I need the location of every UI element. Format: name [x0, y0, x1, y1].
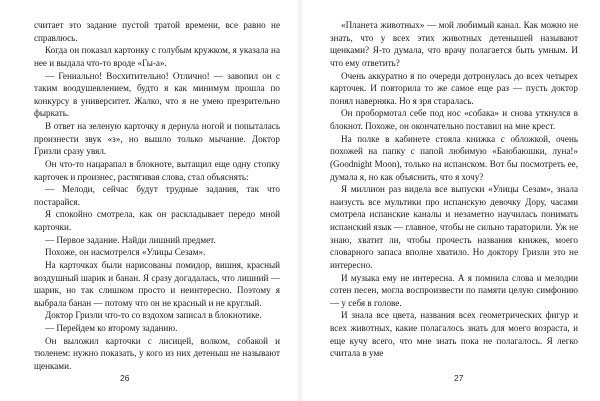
paragraph: — Мелоди, сейчас будут трудные задания, так что постарайся.: [34, 184, 280, 207]
paragraph: считает это задание пустой тратой времени, все равно не справлюсь.: [34, 20, 280, 43]
paragraph: Когда он показал картонку с голубым кружком, я указала на нее и выдала что-то вроде «Гы-а».: [34, 45, 280, 68]
left-page-text: [34, 19, 280, 373]
left-page-number: 26: [120, 373, 130, 383]
paragraph: — Перейдем ко второму заданию.: [45, 323, 178, 333]
paragraph: — Гениально! Восхитительно! Отлично! — завопил он с таким воодушевлением, будто я как минимум прошла по конкурсу в университет. Жалко, что я не умею презрительно фыркать.: [34, 70, 280, 119]
paragraph: — Первое задание. Найди лишний предмет.: [45, 234, 216, 245]
paragraph: Он пробормотал себе под нос «собака» и снова уткнулся в блокнот. Похоже, он окончательно поставил на мне крест.: [330, 108, 578, 131]
paragraph: Очень аккуратно я по очереди дотронулась до всех четырех карточек. И повторила то же самое еще раз — пусть доктор понял наверняка. Но я зря старалась.: [330, 70, 578, 106]
paragraph: Доктор Гризли что-то со вздохом записал в блокнотике.: [45, 310, 262, 321]
paragraph: Он что-то нацарапал в блокноте, вытащил еще одну стопку карточек и произнес, растягивая слова, стал объяснять:: [34, 158, 280, 182]
paragraph: На полке в кабинете стояла книжка с обложкой, очень похожей на папку с папой любимую «Баюбаюшки, луна!» (Goodnight Moon), только на испанском. Вот бы посмотреть ее, думала я, но как объяснить, что я хочу?: [330, 133, 578, 182]
right-page-number: 27: [454, 373, 464, 383]
paragraph: «Планета животных» — мой любимый канал. Как можно не знать, что у всех этих животных детенышей называют щенками? Я-то думала, что врачу полагается быть умным. И что ему ответить?: [330, 20, 578, 68]
paragraph: На карточках были нарисованы помидор, вишня, красный воздушный шарик и банан. Я сразу догадалась, что лишний — шарик, но так слишком просто и неинтересно. Поэтому я выбрала банан — потому что он не красный и не круглый.: [34, 259, 280, 308]
paragraph: Я миллион раз видела все выпуски «Улицы Сезам», знала наизусть все мультики про испанскую девочку Дору, часами смотрела испанские каналы и незаметно научилась понимать испанский язык — главное, чтобы не сильно тараторили. Уж не знаю, хватит ли, чтобы прочесть названия книжек, моего словарного запаса вполне хватило. Но доктору Гризли это не интересно.: [330, 184, 578, 270]
paragraph: В ответ на зеленую карточку я дернула ногой и попыталась произнести звук «з», но вышло только мычание. Доктор Гризли сразу увял.: [34, 121, 280, 157]
paragraph: Он выложил карточки с лисицей, волком, собакой и тюленем: нужно показать, у кого из них детеныш не называют щенками.: [34, 335, 280, 371]
paragraph: Я спокойно смотрела, как он раскладывает передо мной карточки.: [34, 209, 280, 232]
paragraph: И знала все цвета, названия всех геометрических фигур и всех животных, какие полагалось знать для моего возраста, и еще кучу всего, что мне знать пока не полагалось. Я легко считала в уме: [330, 310, 578, 359]
right-page: [300, 0, 600, 401]
paragraph: И музыка ему не интересна. А я помнила слова и мелодии сотен песен, могла воспроизвести по памяти целую симфонию — у себя в голове.: [330, 272, 578, 308]
paragraph: Похоже, он насмотрелся «Улицы Сезам».: [45, 247, 206, 258]
right-page-text: [330, 19, 578, 360]
